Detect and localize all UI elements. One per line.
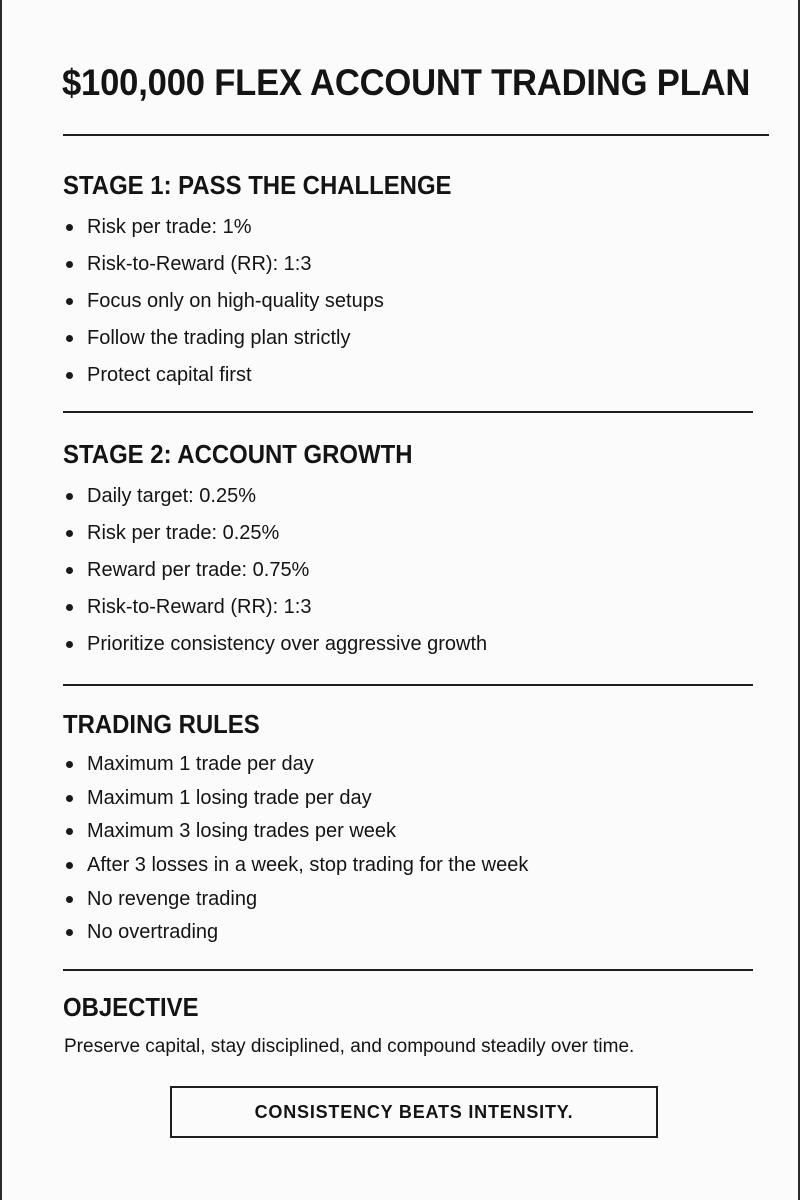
list-item [64, 320, 384, 357]
bullet-icon [66, 795, 73, 802]
list-item-text: Maximum 1 losing trade per day [87, 786, 372, 809]
bullet-icon [66, 298, 73, 305]
list-item-text: Maximum 1 trade per day [87, 753, 314, 776]
stage-2-heading: STAGE 2: ACCOUNT GROWTH [63, 439, 413, 469]
list-item-text: Prioritize consistency over aggressive growth [87, 633, 488, 655]
bullet-icon [66, 493, 73, 500]
list-item-text: Risk-to-Reward (RR): 1:3 [87, 596, 312, 618]
section-divider [63, 969, 753, 971]
bullet-icon [66, 224, 73, 231]
list-item-text: Focus only on high-quality setups [87, 290, 384, 312]
section-divider [63, 684, 753, 686]
list-item [64, 815, 528, 849]
bullet-icon [66, 335, 73, 342]
list-item [64, 246, 384, 283]
bullet-icon [66, 372, 73, 379]
bullet-icon [66, 896, 73, 903]
list-item [64, 626, 487, 663]
list-item-text: Follow the trading plan strictly [87, 327, 351, 349]
list-item-text: Risk per trade: 1% [87, 216, 252, 238]
list-item-text: After 3 losses in a week, stop trading for the week [87, 854, 529, 877]
list-item-text: Risk per trade: 0.25% [87, 522, 280, 544]
list-item [64, 209, 384, 246]
list-item [64, 478, 487, 515]
list-item-text: Risk-to-Reward (RR): 1:3 [87, 253, 312, 275]
list-item-text: Maximum 3 losing trades per week [87, 820, 397, 843]
motto-box [170, 1086, 658, 1138]
trading-rules-heading: TRADING RULES [63, 709, 260, 739]
list-item-text: No revenge trading [87, 887, 258, 910]
list-item-text: Daily target: 0.25% [87, 485, 256, 507]
bullet-icon [66, 261, 73, 268]
list-item [64, 589, 487, 626]
bullet-icon [66, 567, 73, 574]
motto-text: CONSISTENCY BEATS INTENSITY. [254, 1101, 574, 1122]
bullet-icon [66, 929, 73, 936]
bullet-icon [66, 530, 73, 537]
list-item [64, 849, 528, 883]
bullet-icon [66, 828, 73, 835]
title-divider [63, 134, 769, 136]
list-item [64, 782, 528, 816]
list-item [64, 515, 487, 552]
list-item-text: Protect capital first [87, 364, 252, 386]
trading-rules-list [64, 748, 528, 950]
list-item [64, 916, 528, 950]
list-item [64, 882, 528, 916]
document-title: $100,000 FLEX ACCOUNT TRADING PLAN [62, 62, 751, 103]
stage-2-list [64, 478, 487, 663]
objective-text: Preserve capital, stay disciplined, and compound steadily over time. [64, 1036, 635, 1057]
list-item-text: No overtrading [87, 921, 219, 944]
bullet-icon [66, 641, 73, 648]
bullet-icon [66, 604, 73, 611]
list-item [64, 357, 384, 394]
list-item-text: Reward per trade: 0.75% [87, 559, 310, 581]
bullet-icon [66, 761, 73, 768]
stage-1-heading: STAGE 1: PASS THE CHALLENGE [63, 170, 452, 200]
list-item [64, 283, 384, 320]
list-item [64, 748, 528, 782]
bullet-icon [66, 862, 73, 869]
section-divider [63, 411, 753, 413]
stage-1-list [64, 209, 384, 394]
list-item [64, 552, 487, 589]
objective-heading: OBJECTIVE [63, 992, 199, 1022]
